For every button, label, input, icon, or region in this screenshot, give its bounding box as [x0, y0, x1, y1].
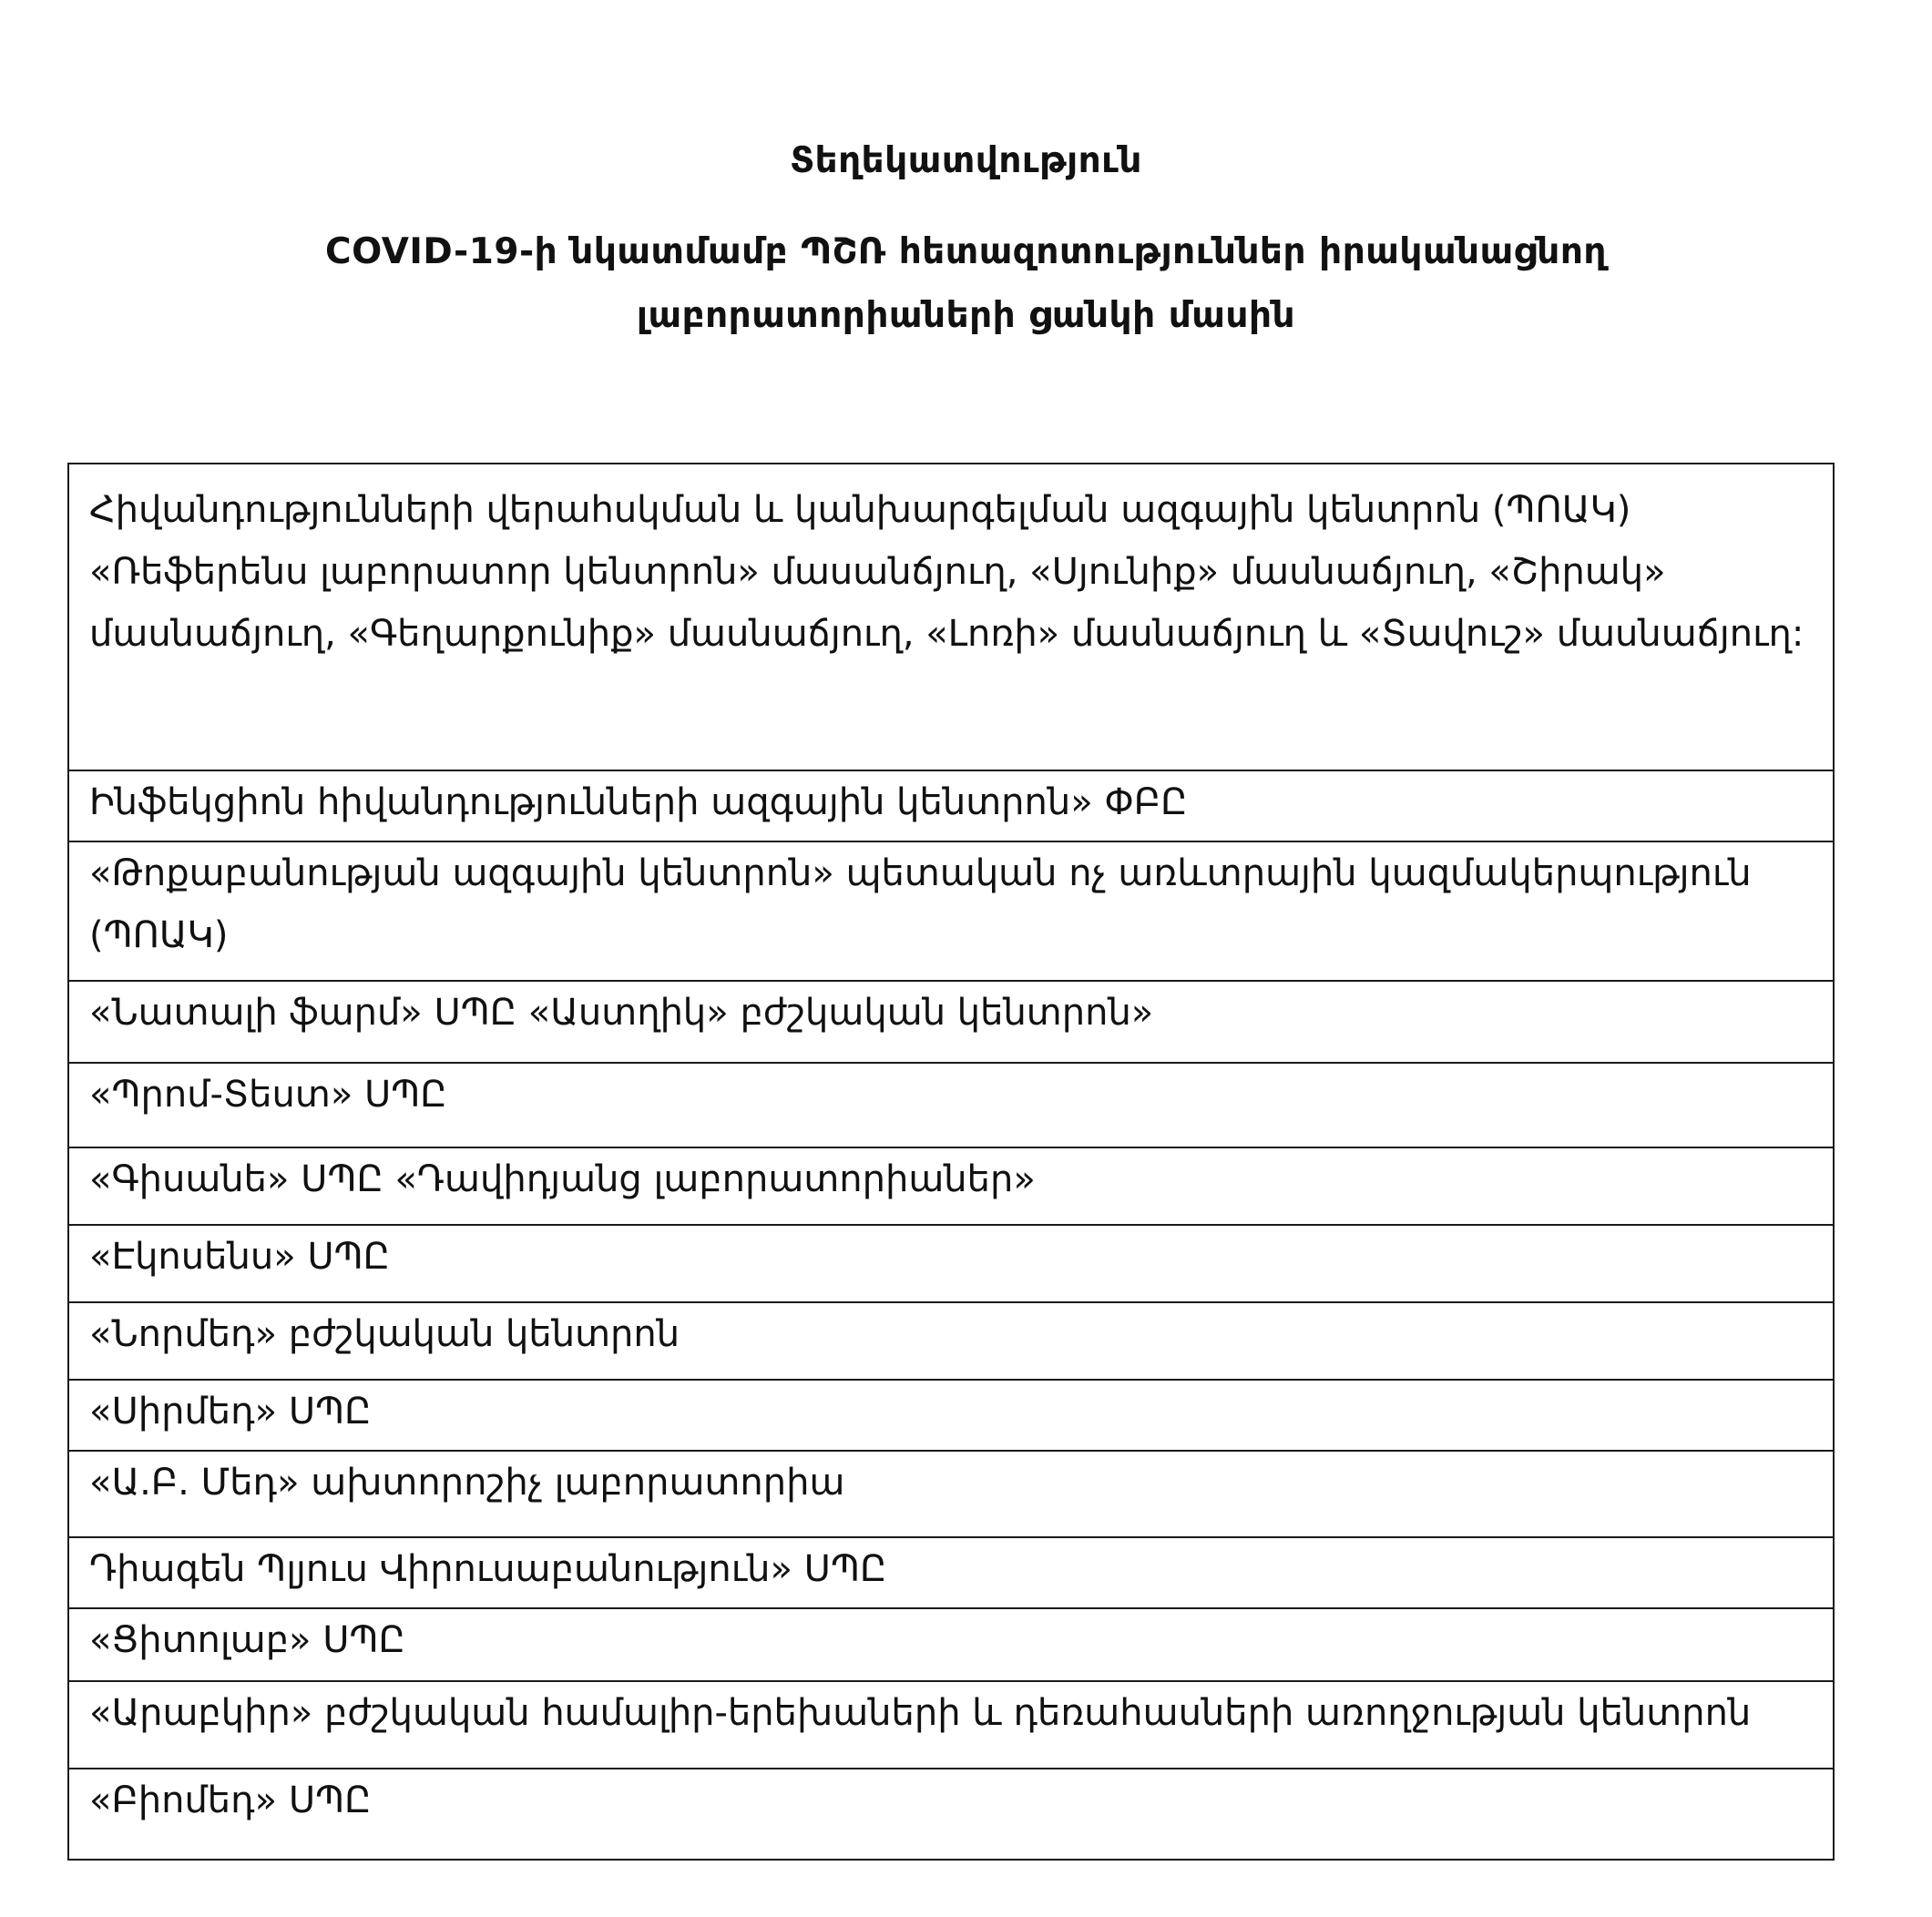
laboratory-name: Ինֆեկցիոն հիվանդությունների ազգային կենտրոն» ՓԲԸ	[89, 781, 1188, 823]
table-row	[68, 981, 1834, 1063]
laboratory-name: «Սիրմեդ» ՍՊԸ	[89, 1391, 372, 1433]
table-cell	[68, 1451, 1834, 1537]
laboratory-name: «Գիսանե» ՍՊԸ «Դավիդյանց լաբորատորիաներ»	[89, 1158, 1036, 1200]
table-row	[68, 1608, 1834, 1681]
table-cell	[68, 981, 1834, 1063]
laboratory-name: «Բիոմեդ» ՍՊԸ	[89, 1779, 372, 1821]
table-row	[68, 1225, 1834, 1302]
table-row	[68, 1063, 1834, 1147]
laboratory-name: «Նորմեդ» բժշկական կենտրոն	[89, 1313, 680, 1355]
table-cell	[68, 770, 1834, 841]
document-subtitle-line-2: լաբորատորիաների ցանկի մասին	[636, 295, 1296, 336]
table-row	[68, 1681, 1834, 1769]
table-cell	[68, 1769, 1834, 1860]
table-row	[68, 1147, 1834, 1225]
table-row	[68, 1451, 1834, 1537]
laboratory-name: «Էկոսենս» ՍՊԸ	[89, 1236, 390, 1278]
laboratory-name: «Ա.Բ. Մեդ» ախտորոշիչ լաբորատորիա	[89, 1462, 845, 1504]
table-cell	[68, 1537, 1834, 1608]
table-row	[68, 841, 1834, 981]
laboratory-name: «Թոքաբանության ազգային կենտրոն» պետական ոչ առևտրային կազմակերպություն (ՊՈԱԿ)	[89, 852, 1752, 956]
document-subtitle-line-1: COVID-19-ի նկատմամբ ՊՇՌ հետազոտություններ իրականացնող	[325, 231, 1607, 272]
laboratory-name: Հիվանդությունների վերահսկման և կանխարգելման ազգային կենտրոն (ՊՈԱԿ) «Ռեֆերենս լաբորատոր կենտրոն» մասանճյուղ, «Սյունիք» մասնաճյուղ, «Շիրակ» մասնաճյուղ, «Գեղարքունիք» մասնաճյուղ, «Լոռի» մասնաճյուղ և «Տավուշ» մասնաճյուղ:	[89, 489, 1804, 655]
table-cell	[68, 1147, 1834, 1225]
table-cell	[68, 1225, 1834, 1302]
table-cell	[68, 464, 1834, 770]
laboratory-name: «Արաբկիր» բժշկական համալիր-երեխաների և դեռահասների առողջության կենտրոն	[89, 1692, 1752, 1734]
laboratories-table	[67, 463, 1835, 1861]
document-title: Տեղեկատվություն	[790, 140, 1142, 181]
laboratory-name: Դիագեն Պլյուս Վիրուսաբանություն» ՍՊԸ	[89, 1548, 887, 1590]
table-cell	[68, 1063, 1834, 1147]
table-cell	[68, 841, 1834, 981]
table-cell	[68, 1608, 1834, 1681]
table-row	[68, 1537, 1834, 1608]
table-cell	[68, 1302, 1834, 1380]
table-cell	[68, 1681, 1834, 1769]
laboratory-name: «Ցիտոլաբ» ՍՊԸ	[89, 1619, 405, 1661]
table-row	[68, 1769, 1834, 1860]
table-cell	[68, 1380, 1834, 1451]
laboratory-name: «Նատալի ֆարմ» ՍՊԸ «Աստղիկ» բժշկական կենտրոն»	[89, 992, 1154, 1034]
table-row	[68, 770, 1834, 841]
table-row	[68, 464, 1834, 770]
table-row	[68, 1302, 1834, 1380]
laboratory-name: «Պրոմ-Տեստ» ՍՊԸ	[89, 1074, 447, 1116]
table-row	[68, 1380, 1834, 1451]
